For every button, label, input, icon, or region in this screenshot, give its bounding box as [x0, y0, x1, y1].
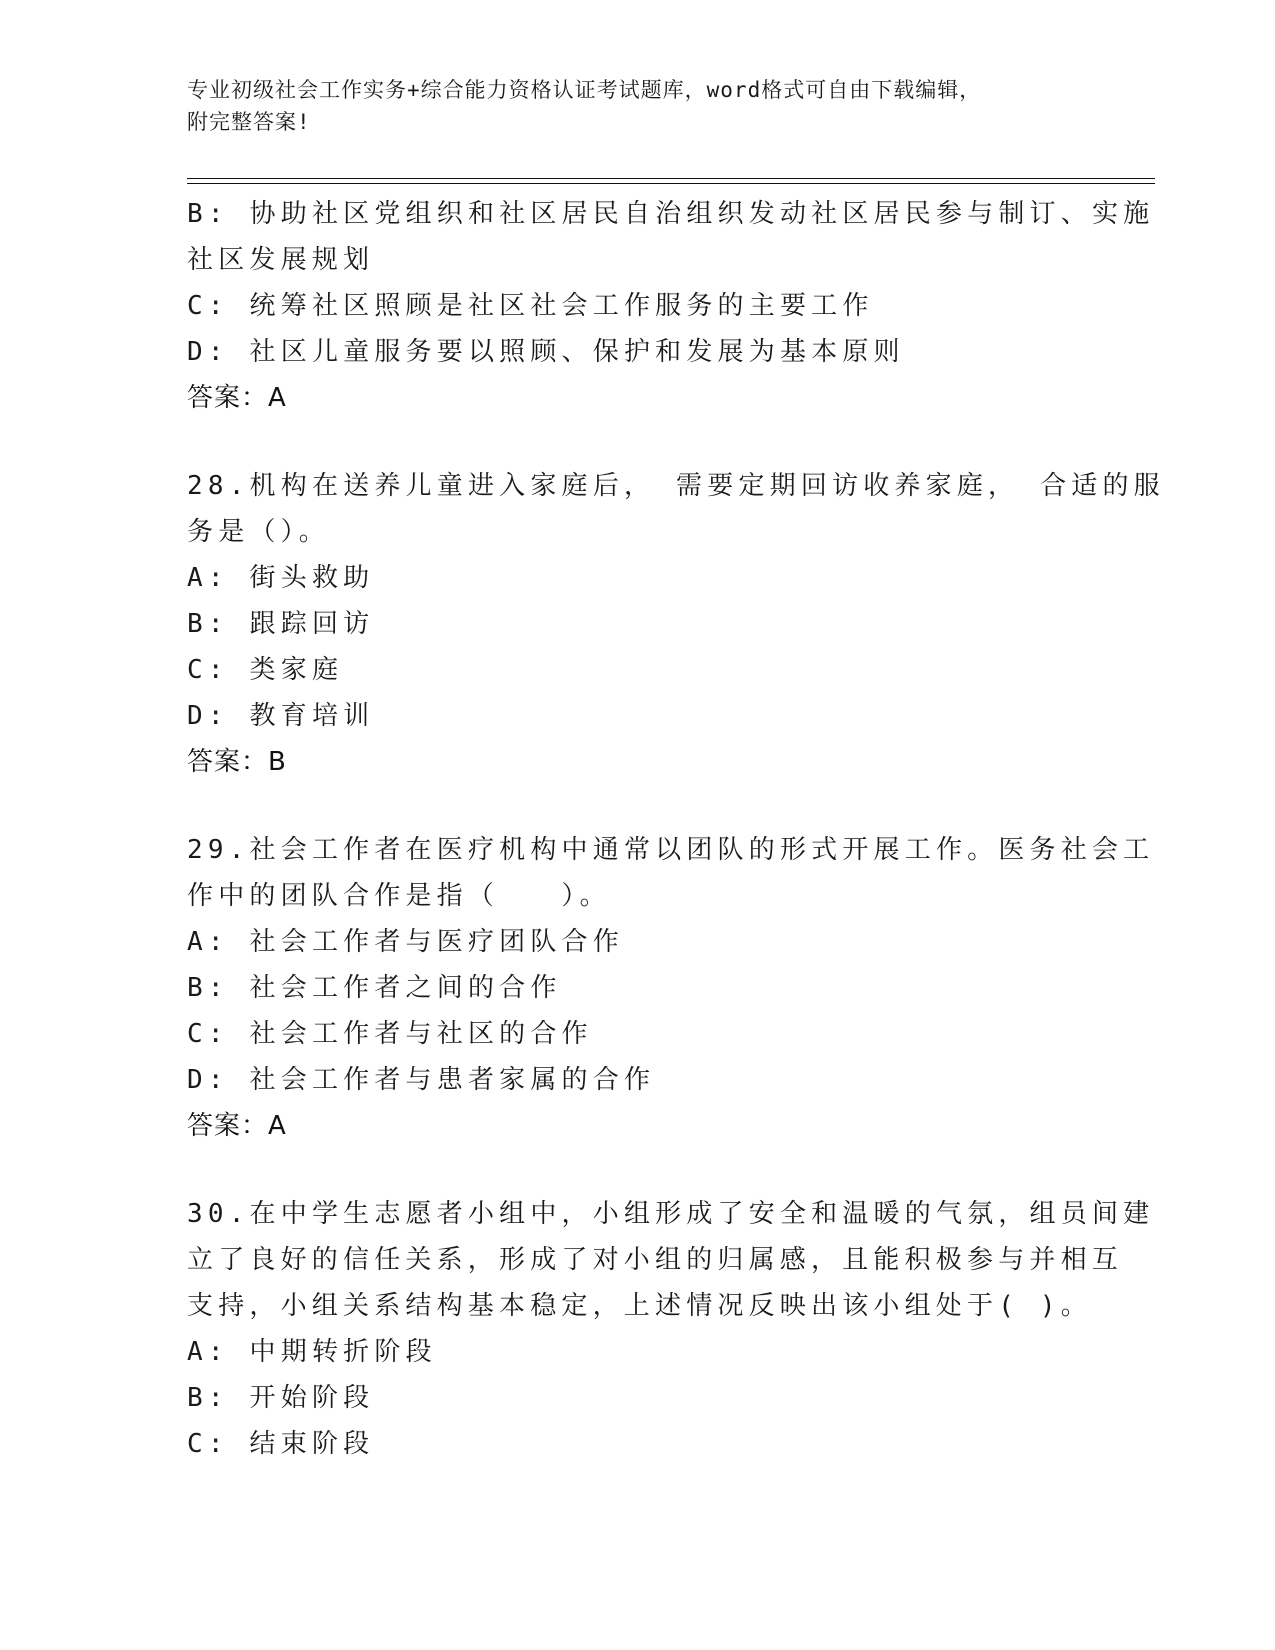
- q28-option-b: B: 跟踪回访: [187, 609, 375, 639]
- q29-option-d: D: 社会工作者与患者家属的合作: [187, 1065, 656, 1095]
- q27-option-c: C: 统筹社区照顾是社区社会工作服务的主要工作: [187, 291, 874, 321]
- question-29: [187, 827, 1155, 1149]
- question-28: [187, 463, 1165, 785]
- q29-stem-line1: 29.社会工作者在医疗机构中通常以团队的形式开展工作。医务社会工: [187, 835, 1155, 865]
- q27-answer: 答案：A: [187, 383, 287, 413]
- q27-option-d: D: 社区儿童服务要以照顾、保护和发展为基本原则: [187, 337, 905, 367]
- question-30: [187, 1191, 1155, 1467]
- q30-option-a: A: 中期转折阶段: [187, 1337, 437, 1367]
- header-divider-bottom: [187, 183, 1155, 184]
- q28-stem-line2: 务是（）。: [187, 517, 331, 547]
- q27-option-b-line2: 社区发展规划: [187, 245, 375, 275]
- question-spacer: [187, 785, 1087, 827]
- header-divider-top: [187, 178, 1155, 179]
- q29-stem-line2: 作中的团队合作是指（ ）。: [187, 881, 611, 911]
- q28-answer: 答案：B: [187, 747, 287, 777]
- q30-stem-line3: 支持，小组关系结构基本稳定，上述情况反映出该小组处于( )。: [187, 1291, 1092, 1321]
- q28-stem-line1: 28.机构在送养儿童进入家庭后， 需要定期回访收养家庭， 合适的服: [187, 471, 1165, 501]
- question-spacer: [187, 421, 1087, 463]
- q27-option-b-line1: B: 协助社区党组织和社区居民自治组织发动社区居民参与制订、实施: [187, 199, 1155, 229]
- header-line-1: 专业初级社会工作实务+综合能力资格认证考试题库，word格式可自由下载编辑，: [187, 78, 982, 102]
- q30-stem-line2: 立了良好的信任关系，形成了对小组的归属感，且能积极参与并相互: [187, 1245, 1124, 1275]
- q30-option-b: B: 开始阶段: [187, 1383, 375, 1413]
- q28-option-d: D: 教育培训: [187, 701, 375, 731]
- q29-option-c: C: 社会工作者与社区的合作: [187, 1019, 593, 1049]
- document-header: [187, 74, 1067, 138]
- question-27-tail: [187, 191, 1155, 421]
- q29-option-b: B: 社会工作者之间的合作: [187, 973, 562, 1003]
- q29-option-a: A: 社会工作者与医疗团队合作: [187, 927, 624, 957]
- q28-option-c: C: 类家庭: [187, 655, 344, 685]
- q30-stem-line1: 30.在中学生志愿者小组中，小组形成了安全和温暖的气氛，组员间建: [187, 1199, 1155, 1229]
- q28-option-a: A: 街头救助: [187, 563, 375, 593]
- question-content: [187, 191, 1165, 1467]
- q30-option-c: C: 结束阶段: [187, 1429, 375, 1459]
- header-line-2: 附完整答案!: [187, 110, 311, 134]
- q29-answer: 答案：A: [187, 1111, 287, 1141]
- question-spacer: [187, 1149, 1087, 1191]
